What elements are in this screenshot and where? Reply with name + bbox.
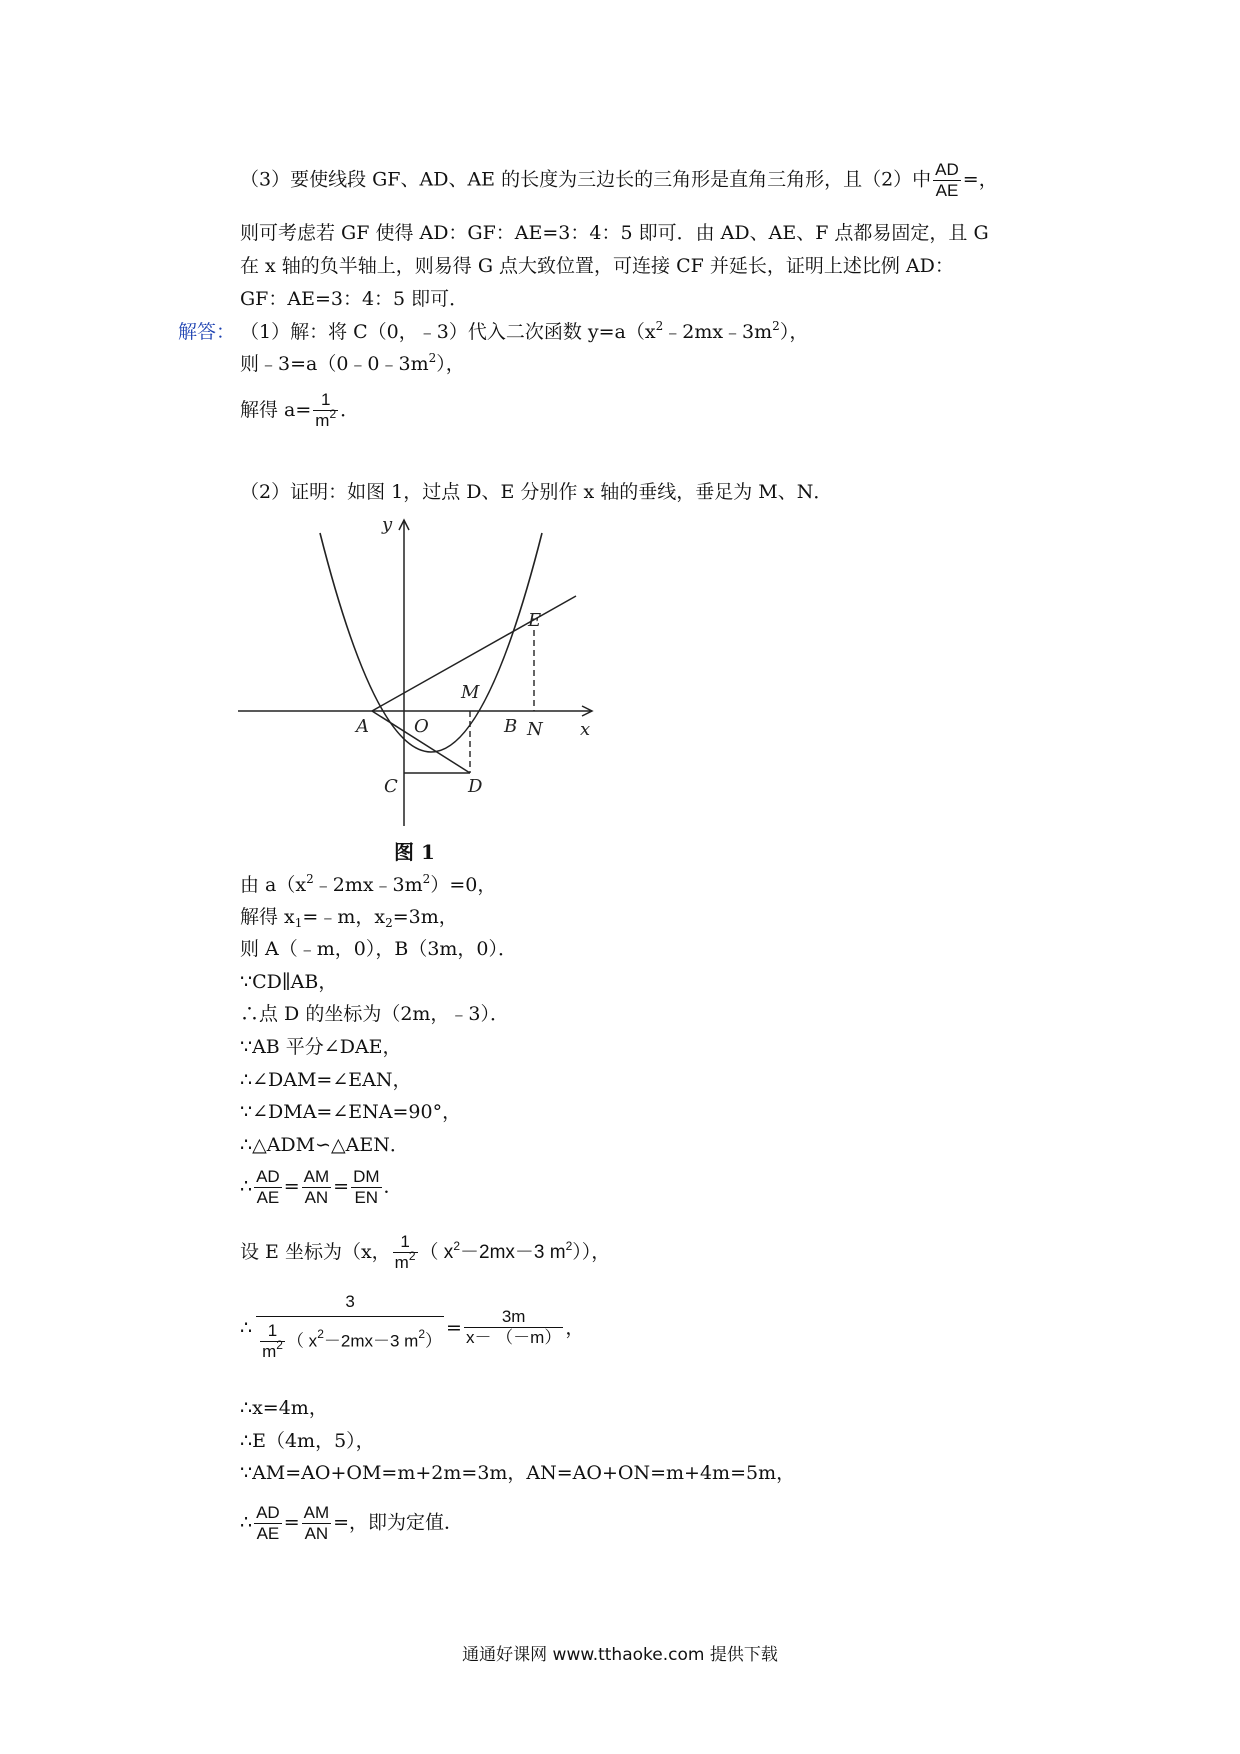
step-15: ∵AM=AO+OM=m+2m=3m，AN=AO+ON=m+4m=5m，: [240, 1462, 796, 1484]
answer-label: 解答：: [178, 321, 236, 343]
part2-intro: （2）证明：如图 1，过点 D、E 分别作 x 轴的垂线，垂足为 M、N．: [240, 481, 833, 503]
fraction-one-over-m2: $\frac{1}{m^2}$: [394, 1232, 416, 1272]
step-11: 设 E 坐标为（x， $\frac{1}{m^2}$ （ $x^2-2mx-3$ $m^2$）），: [240, 1232, 611, 1272]
part1-line1: （1）解：将 C（0，﹣3）代入二次函数 $y=a(x^2﹣2mx﹣3m^2)$，: [240, 319, 809, 343]
ratio-ad-ae: $\frac{AD}{AE}$: [256, 1503, 280, 1543]
step-9: ∴△ADM∽△AEN．: [240, 1134, 409, 1156]
step-5: ∴点 D 的坐标为（2m，﹣3）．: [240, 1003, 510, 1025]
step-2: 解得 $x_1=﹣m$，$x_2=3m$，: [240, 906, 458, 930]
label-n: N: [527, 719, 543, 740]
ratio-ad-ae: $\frac{AD}{AE}$: [935, 160, 959, 200]
part3-line1: （3）要使线段 GF、AD、AE 的长度为三边长的三角形是直角三角形，且（2）中 $\frac{AD}{AE}$ =，: [240, 160, 998, 200]
step-10: ∴ $\frac{AD}{AE}$ = $\frac{AM}{AN}$ = $\frac{DM}{EN}$ ．: [240, 1167, 403, 1207]
step-6: ∵AB 平分∠DAE，: [240, 1036, 402, 1058]
step-7: ∴∠DAM=∠EAN，: [240, 1069, 412, 1091]
fraction-one-over-m2: $\frac{1}{m^2}$: [315, 390, 337, 430]
part1-line2: 则$﹣3=a(0﹣0﹣3m^2)$，: [240, 351, 465, 375]
label-e: E: [528, 610, 542, 631]
step-8: ∵∠DMA=∠ENA=90°，: [240, 1101, 462, 1123]
step-16: ∴ $\frac{AD}{AE}$ = $\frac{AM}{AN}$ =，即为定值．: [240, 1503, 464, 1543]
step-3: 则 A（﹣m，0），B（3m，0）．: [240, 938, 518, 960]
label-a: A: [356, 716, 369, 737]
footer-credit: 通通好课网 www.tthaoke.com 提供下载: [462, 1645, 778, 1665]
step-12: ∴ 3 $\frac{1}{m^2}$ （ $x^2-2mx-3$ $m^2$） = $\frac{3m}{x- (-m)}$ ，: [240, 1292, 585, 1361]
step-1: 由 $a(x^2﹣2mx﹣3m^2)=0$，: [240, 872, 497, 896]
fraction-one-over-m2: $\frac{1}{m^2}$: [262, 1321, 283, 1361]
label-x: x: [580, 719, 591, 740]
part3-line2: 则可考虑若 GF 使得 AD：GF：AE=3：4：5 即可．由 AD、AE、F 点都易固定，且 G: [240, 222, 989, 244]
left-fraction: 3 $\frac{1}{m^2}$ （ $x^2-2mx-3$ $m^2$）: [256, 1292, 444, 1363]
step-13: ∴x=4m，: [240, 1397, 328, 1419]
label-m: M: [461, 682, 480, 703]
label-b: B: [504, 716, 518, 737]
label-d: D: [468, 776, 483, 797]
figure-caption: 图 1: [394, 840, 435, 864]
ratio-am-an: $\frac{AM}{AN}$: [303, 1503, 330, 1543]
part3-line3: 在 x 轴的负半轴上，则易得 G 点大致位置，可连接 CF 并延长，证明上述比例 AD：: [240, 255, 954, 277]
step-4: ∵CD∥AB，: [240, 971, 338, 993]
ratio-ad-ae: $\frac{AD}{AE}$: [256, 1167, 280, 1207]
label-y: y: [382, 514, 393, 535]
part1-line3: 解得 a= $\frac{1}{m^2}$ ．: [240, 390, 360, 430]
figure-1-graph: [232, 508, 602, 833]
label-c: C: [384, 776, 398, 797]
ratio-dm-en: $\frac{DM}{EN}$: [353, 1167, 380, 1207]
right-fraction: $\frac{3m}{x- (-m)}$: [465, 1307, 562, 1347]
part3-line4: GF：AE=3：4：5 即可．: [240, 288, 469, 310]
step-14: ∴E（4m，5），: [240, 1430, 375, 1452]
label-o: O: [414, 716, 429, 737]
ratio-am-an: $\frac{AM}{AN}$: [303, 1167, 330, 1207]
